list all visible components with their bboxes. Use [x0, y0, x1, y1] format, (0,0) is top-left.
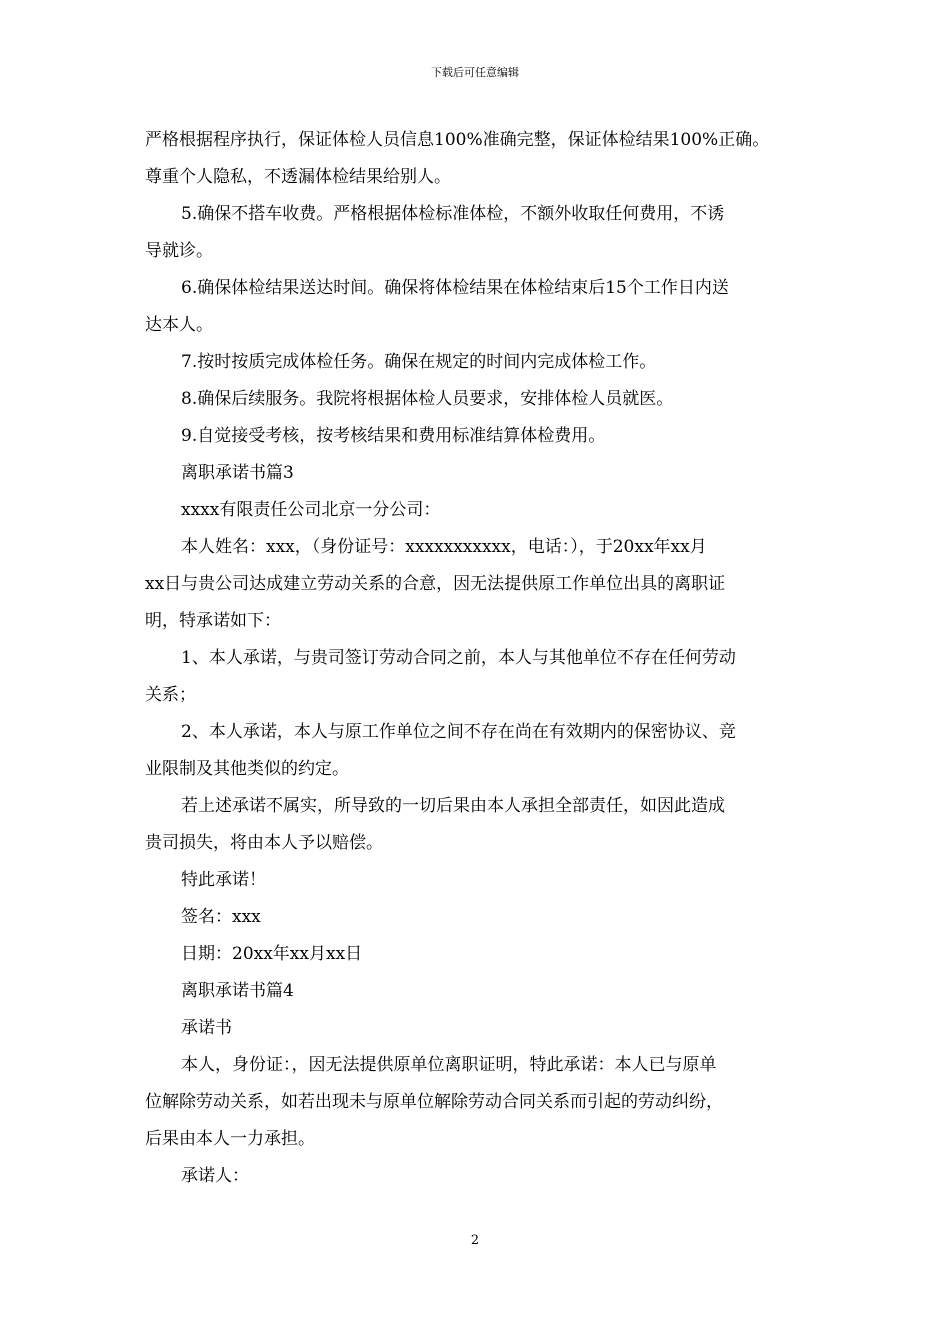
body-line: 1、本人承诺，与贵司签订劳动合同之前，本人与其他单位不存在任何劳动: [181, 648, 736, 668]
document-body: [145, 122, 825, 1195]
section-title: 离职承诺书篇3: [181, 463, 294, 483]
doc-subtitle: 承诺书: [181, 1018, 232, 1038]
body-line: xx日与贵公司达成建立劳动关系的合意，因无法提供原工作单位出具的离职证: [145, 574, 726, 594]
closing-line: 特此承诺！: [181, 870, 266, 890]
body-line: 关系；: [145, 685, 196, 705]
body-line: 若上述承诺不属实，所导致的一切后果由本人承担全部责任，如因此造成: [181, 796, 725, 816]
body-line: 达本人。: [145, 315, 213, 335]
body-line: 尊重个人隐私，不透漏体检结果给别人。: [145, 167, 451, 187]
signature-line: 签名：xxx: [181, 907, 261, 927]
page-number: 2: [470, 1233, 480, 1248]
body-line: 后果由本人一力承担。: [145, 1129, 315, 1149]
body-line: 本人姓名：xxx，（身份证号：xxxxxxxxxxx，电话：），于20xx年xx月: [181, 537, 707, 557]
body-line: 8.确保后续服务。我院将根据体检人员要求，安排体检人员就医。: [181, 389, 674, 409]
page-header: 下载后可任意编辑: [431, 66, 519, 79]
section-title: 离职承诺书篇4: [181, 981, 294, 1001]
addressee-line: xxxx有限责任公司北京一分公司：: [181, 500, 441, 520]
body-line: 6.确保体检结果送达时间。确保将体检结果在体检结束后15个工作日内送: [181, 278, 729, 298]
body-line: 明，特承诺如下：: [145, 611, 281, 631]
body-line: 7.按时按质完成体检任务。确保在规定的时间内完成体检工作。: [181, 352, 657, 372]
signatory-line: 承诺人：: [181, 1166, 249, 1186]
date-line: 日期：20xx年xx月xx日: [181, 944, 363, 964]
body-line: 贵司损失，将由本人予以赔偿。: [145, 833, 383, 853]
body-line: 业限制及其他类似的约定。: [145, 759, 349, 779]
body-line: 位解除劳动关系，如若出现未与原单位解除劳动合同关系而引起的劳动纠纷，: [145, 1092, 723, 1112]
body-line: 导就诊。: [145, 241, 213, 261]
body-line: 5.确保不搭车收费。严格根据体检标准体检，不额外收取任何费用，不诱: [181, 204, 725, 224]
body-line: 2、本人承诺，本人与原工作单位之间不存在尚在有效期内的保密协议、竞: [181, 722, 736, 742]
body-line: 严格根据程序执行，保证体检人员信息100%准确完整，保证体检结果100%正确。: [145, 130, 770, 150]
body-line: 本人，身份证：，因无法提供原单位离职证明，特此承诺：本人已与原单: [181, 1055, 717, 1075]
body-line: 9.自觉接受考核，按考核结果和费用标准结算体检费用。: [181, 426, 606, 446]
